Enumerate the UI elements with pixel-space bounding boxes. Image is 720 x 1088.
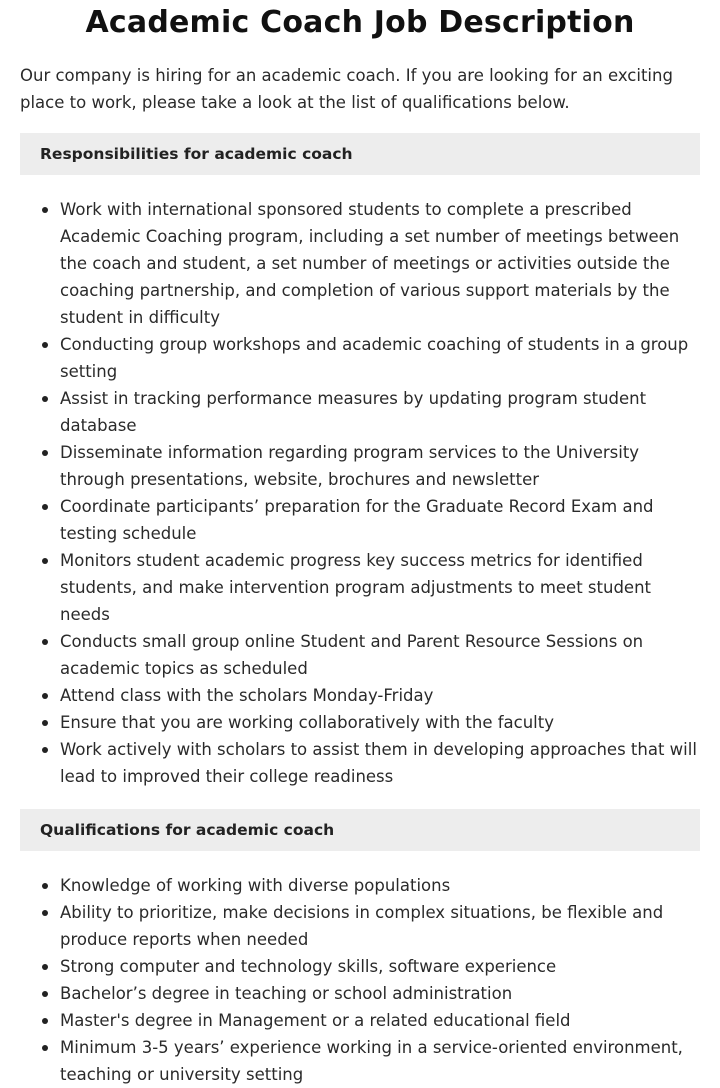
list-item: Monitors student academic progress key success metrics for identified students, and make intervention program adjustments to meet student needs xyxy=(60,547,700,628)
list-item: Knowledge of working with diverse populations xyxy=(60,872,700,899)
responsibilities-heading: Responsibilities for academic coach xyxy=(20,133,700,175)
qualifications-list xyxy=(20,872,700,1088)
list-item: Ability to prioritize, make decisions in complex situations, be flexible and produce reports when needed xyxy=(60,899,700,953)
page-title: Academic Coach Job Description xyxy=(85,5,635,40)
list-item: Coordinate participants’ preparation for the Graduate Record Exam and testing schedule xyxy=(60,493,700,547)
qualifications-heading: Qualifications for academic coach xyxy=(20,809,700,851)
list-item: Work actively with scholars to assist them in developing approaches that will lead to improved their college readiness xyxy=(60,736,700,790)
list-item: Assist in tracking performance measures by updating program student database xyxy=(60,385,700,439)
intro-paragraph: Our company is hiring for an academic coach. If you are looking for an exciting place to work, please take a look at the list of qualifications below. xyxy=(20,66,673,112)
list-item: Disseminate information regarding program services to the University through presentations, website, brochures and newsletter xyxy=(60,439,700,493)
list-item: Work with international sponsored students to complete a prescribed Academic Coaching program, including a set number of meetings between the coach and student, a set number of meetings or activities outside the coaching partnership, and completion of various support materials by the student in difficulty xyxy=(60,196,700,331)
list-item: Strong computer and technology skills, software experience xyxy=(60,953,700,980)
list-item: Conducting group workshops and academic coaching of students in a group setting xyxy=(60,331,700,385)
responsibilities-list xyxy=(20,196,700,790)
list-item: Ensure that you are working collaboratively with the faculty xyxy=(60,709,700,736)
list-item: Minimum 3-5 years’ experience working in a service-oriented environment, teaching or university setting xyxy=(60,1034,700,1088)
list-item: Bachelor’s degree in teaching or school administration xyxy=(60,980,700,1007)
list-item: Master's degree in Management or a related educational field xyxy=(60,1007,700,1034)
list-item: Attend class with the scholars Monday-Friday xyxy=(60,682,700,709)
list-item: Conducts small group online Student and Parent Resource Sessions on academic topics as scheduled xyxy=(60,628,700,682)
